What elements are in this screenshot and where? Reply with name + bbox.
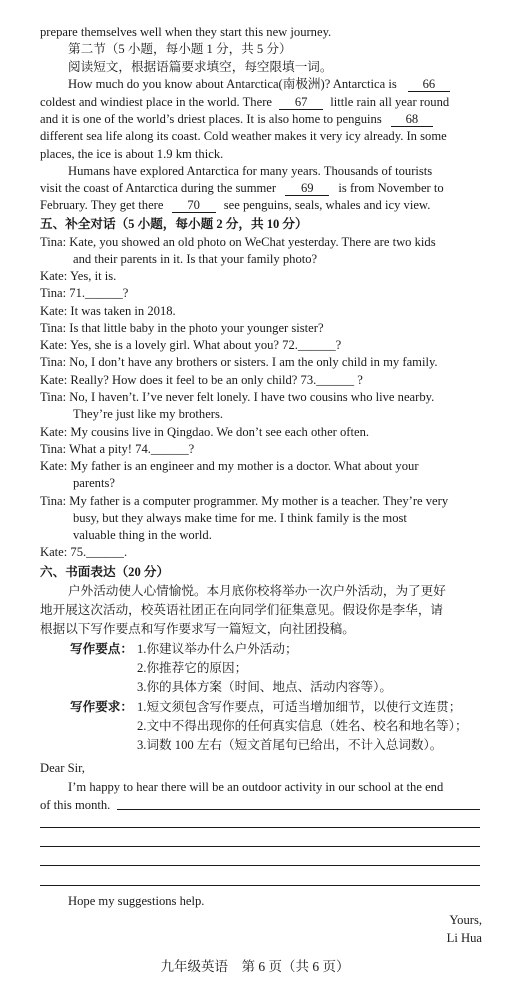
writing-line[interactable] bbox=[117, 809, 480, 810]
section2-title: 第二节（5 小题，每小题 1 分，共 5 分） bbox=[68, 42, 292, 56]
prompt-line: 根据以下写作要点和写作要求写一篇短文，向社团投稿。 bbox=[40, 622, 355, 636]
dialogue-line: valuable thing in the world. bbox=[73, 528, 212, 542]
passage-line: different sea life along its coast. Cold weather makes it very icy already. In some bbox=[40, 129, 447, 143]
dialogue-line: parents? bbox=[73, 476, 115, 490]
passage-text: little rain all year round bbox=[330, 95, 450, 109]
blank-68: 68 bbox=[391, 112, 433, 127]
dialogue-line: Tina: No, I haven’t. I’ve never felt lonely. I have two cousins who live nearby. bbox=[40, 390, 435, 404]
dialogue-line: Tina: 71.______? bbox=[40, 286, 129, 300]
passage-line: Humans have explored Antarctica for many years. Thousands of tourists bbox=[68, 164, 433, 178]
writing-req: 1.短文须包含写作要点，可适当增加细节，以使行文连贯； bbox=[137, 700, 462, 714]
passage-line bbox=[40, 180, 482, 197]
writing-line[interactable] bbox=[40, 827, 480, 828]
dialogue-line: Kate: It was taken in 2018. bbox=[40, 304, 176, 318]
dialogue-line: Kate: Really? How does it feel to be an only child? 73.______ ? bbox=[40, 373, 363, 387]
dialogue-line: Kate: My cousins live in Qingdao. We don’t see each other often. bbox=[40, 425, 370, 439]
section5-title: 五、补全对话（5 小题，每小题 2 分，共 10 分） bbox=[40, 217, 308, 231]
prompt-line: 地开展这次活动，校英语社团正在向同学们征集意见。假设你是李华，请 bbox=[40, 603, 443, 617]
blank-66: 66 bbox=[408, 77, 450, 92]
writing-point: 1.你建议举办什么户外活动； bbox=[137, 642, 298, 656]
dialogue-line: Tina: No, I don’t have any brothers or sisters. I am the only child in my family. bbox=[40, 355, 438, 369]
dialogue-line: Tina: Kate, you showed an old photo on WeChat yesterday. There are two kids bbox=[40, 235, 436, 249]
passage-line bbox=[40, 76, 482, 93]
passage-line bbox=[40, 111, 482, 128]
writing-req: 2.文中不得出现你的任何真实信息（姓名、校名和地名等）； bbox=[137, 719, 468, 733]
points-label: 写作要点： bbox=[70, 642, 133, 656]
section2-instruction: 阅读短文，根据语篇要求填空，每空限填一词。 bbox=[68, 60, 333, 74]
writing-point: 2.你推荐它的原因； bbox=[137, 661, 248, 675]
letter-signature: Li Hua bbox=[446, 931, 482, 945]
blank-69: 69 bbox=[285, 181, 329, 196]
passage-text: How much do you know about Antarctica(南极洲)? Antarctica is bbox=[68, 77, 397, 91]
dialogue-line: busy, but they always make time for me. I think family is the most bbox=[73, 511, 407, 525]
writing-point: 3.你的具体方案（时间、地点、活动内容等）。 bbox=[137, 680, 393, 694]
writing-line[interactable] bbox=[40, 846, 480, 847]
passage-line bbox=[40, 197, 482, 214]
passage-line: places, the ice is about 1.9 km thick. bbox=[40, 147, 224, 161]
prompt-line: 户外活动使人心情愉悦。本月底你校将举办一次户外活动，为了更好 bbox=[68, 584, 446, 598]
writing-req: 3.词数 100 左右（短文首尾句已给出，不计入总词数）。 bbox=[137, 738, 443, 752]
page-footer: 九年级英语 第 6 页（共 6 页） bbox=[160, 959, 350, 974]
letter-opening: I’m happy to hear there will be an outdoor activity in our school at the end bbox=[68, 780, 444, 794]
dialogue-line: They’re just like my brothers. bbox=[73, 407, 224, 421]
section6-title: 六、书面表达（20 分） bbox=[40, 565, 170, 579]
passage-text: is from November to bbox=[338, 181, 444, 195]
reqs-label: 写作要求： bbox=[70, 700, 133, 714]
dialogue-line: and their parents in it. Is that your family photo? bbox=[73, 252, 318, 266]
blank-67: 67 bbox=[279, 95, 323, 110]
dialogue-line: Kate: 75.______. bbox=[40, 545, 128, 559]
passage-text: and it is one of the world’s driest places. It is also home to penguins bbox=[40, 112, 382, 126]
writing-line[interactable] bbox=[40, 885, 480, 886]
passage-text: see penguins, seals, whales and icy view. bbox=[223, 198, 431, 212]
passage-text: visit the coast of Antarctica during the summer bbox=[40, 181, 277, 195]
dialogue-line: Kate: Yes, she is a lovely girl. What about you? 72.______? bbox=[40, 338, 342, 352]
letter-salutation: Dear Sir, bbox=[40, 761, 85, 775]
dialogue-line: Tina: Is that little baby in the photo your younger sister? bbox=[40, 321, 324, 335]
dialogue-line: Kate: My father is an engineer and my mother is a doctor. What about your bbox=[40, 459, 419, 473]
writing-line[interactable] bbox=[40, 865, 480, 866]
passage-line bbox=[40, 94, 482, 111]
letter-signoff: Yours, bbox=[449, 913, 482, 927]
passage-text: February. They get there bbox=[40, 198, 164, 212]
intro-tail: prepare themselves well when they start this new journey. bbox=[40, 25, 332, 39]
blank-70: 70 bbox=[172, 198, 216, 213]
dialogue-line: Tina: What a pity! 74.______? bbox=[40, 442, 195, 456]
letter-opening: of this month. bbox=[40, 798, 111, 812]
letter-closing: Hope my suggestions help. bbox=[68, 894, 205, 908]
passage-text: coldest and windiest place in the world. There bbox=[40, 95, 272, 109]
dialogue-line: Tina: My father is a computer programmer. My mother is a teacher. They’re very bbox=[40, 494, 449, 508]
dialogue-line: Kate: Yes, it is. bbox=[40, 269, 117, 283]
